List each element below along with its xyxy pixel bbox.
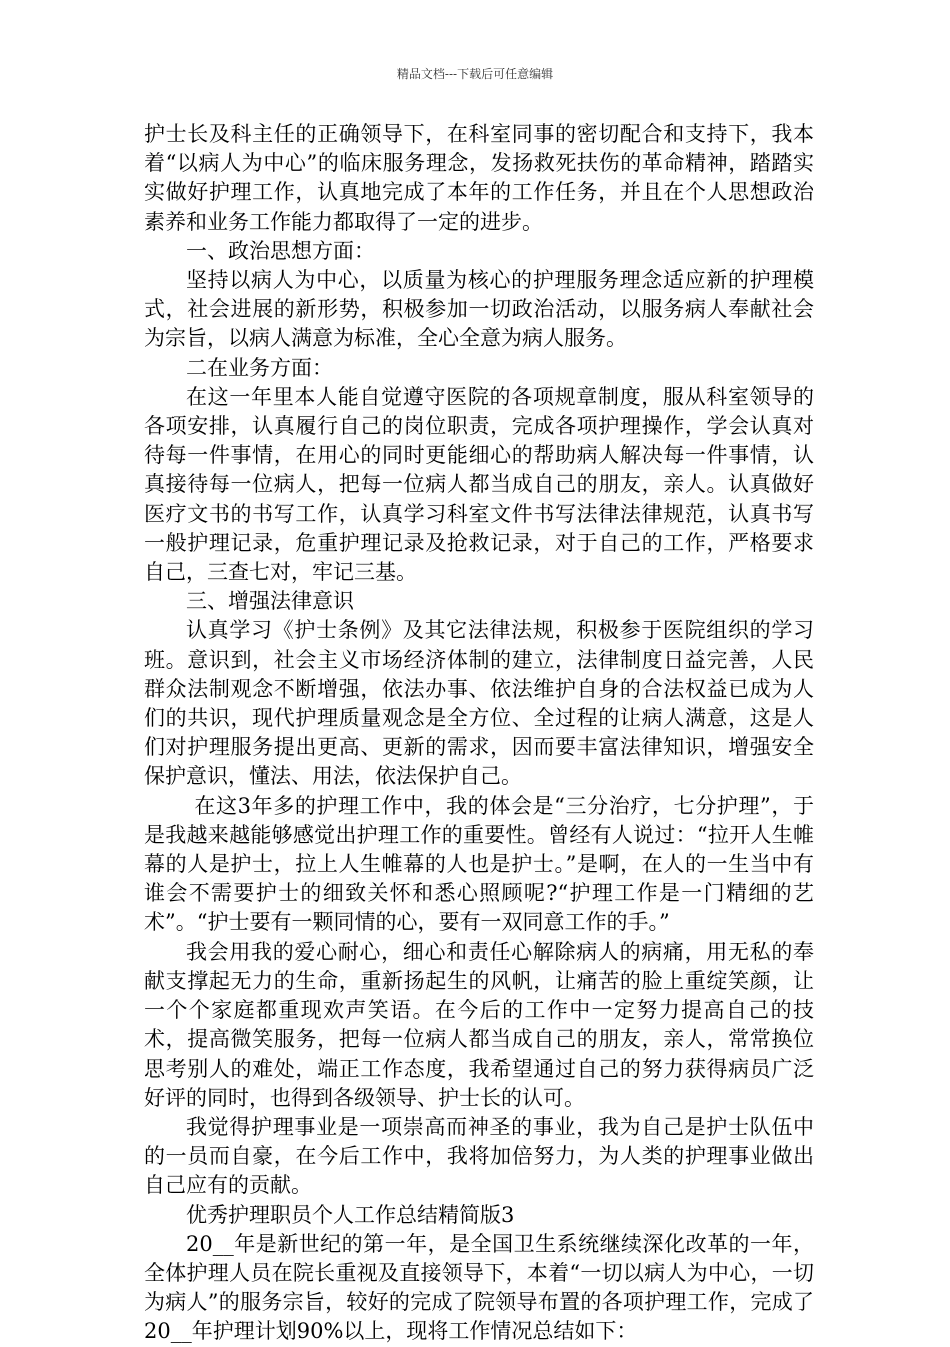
paragraph-politics: 坚持以病人为中心，以质量为核心的护理服务理念适应新的护理模式，社会进展的新形势，积极参加一切政治活动，以服务病人奉献社会为宗旨，以病人满意为标准，全心全意为病人服务。: [144, 268, 814, 351]
page-header: 精品文档---下载后可任意编辑: [396, 67, 554, 81]
paragraph-commitment: 我会用我的爱心耐心，细心和责任心解除病人的病痛，用无私的奉献支撑起无力的生命，重新扬起生的风帆，让痛苦的脸上重绽笑颜，让一个个家庭都重现欢声笑语。在今后的工作中一定努力提高自己的技术，提高微笑服务，把每一位病人都当成自己的朋友，亲人，常常换位思考别人的难处，端正工作态度，我希望通过自己的努力获得病员广泛好评的同时，也得到各级领导、护士长的认可。: [144, 939, 814, 1110]
paragraph-experience: 在这3年多的护理工作中，我的体会是“三分治疗，七分护理”，于是我越来越能够感觉出护理工作的重要性。曾经有人说过：“拉开人生帷幕的人是护士，拉上人生帷幕的人也是护士。”是啊，在人的一生当中有谁会不需要护士的细致关怀和悉心照顾呢?“护理工作是一门精细的艺术”。“护士要有一颗同情的心，要有一双同意工作的手。”: [144, 793, 814, 935]
paragraph-intro: 护士长及科主任的正确领导下，在科室同事的密切配合和支持下，我本着“以病人为中心”的临床服务理念，发扬救死扶伤的革命精神，踏踏实实做好护理工作，认真地完成了本年的工作任务，并且在个人思想政治素养和业务工作能力都取得了一定的进步。: [144, 122, 814, 234]
section-heading-law: 三、增强法律意识: [186, 589, 354, 614]
paragraph-summary-3: 20__年是新世纪的第一年，是全国卫生系统继续深化改革的一年，全体护理人员在院长重视及直接领导下，本着“一切以病人为中心，一切为病人”的服务宗旨，较好的完成了院领导布置的各项护理工作，完成了20__年护理计划90%以上，现将工作情况总结如下：: [144, 1231, 814, 1344]
section-heading-business: 二在业务方面：: [186, 355, 333, 380]
paragraph-business: 在这一年里本人能自觉遵守医院的各项规章制度，服从科室领导的各项安排，认真履行自己的岗位职责，完成各项护理操作，学会认真对待每一件事情，在用心的同时更能细心的帮助病人解决每一件事情，认真接待每一位病人，把每一位病人都当成自己的朋友，亲人。认真做好医疗文书的书写工作，认真学习科室文件书写法律法律规范，认真书写一般护理记录，危重护理记录及抢救记录，对于自己的工作，严格要求自己，三查七对，牢记三基。: [144, 384, 814, 585]
section-title-summary-3: 优秀护理职员个人工作总结精简版3: [186, 1202, 515, 1227]
document-body: [144, 120, 814, 1347]
paragraph-career: 我觉得护理事业是一项崇高而神圣的事业，我为自己是护士队伍中的一员而自豪，在今后工作中，我将加倍努力，为人类的护理事业做出自己应有的贡献。: [144, 1114, 814, 1198]
section-heading-politics: 一、政治思想方面：: [186, 238, 375, 263]
paragraph-law: 认真学习《护士条例》及其它法律法规，积极参于医院组织的学习班。意识到，社会主义市场经济体制的建立，法律制度日益完善，人民群众法制观念不断增强，依法办事、依法维护自身的合法权益已成为人们的共识，现代护理质量观念是全方位、全过程的让病人满意，这是人们对护理服务提出更高、更新的需求，因而要丰富法律知识，增强安全保护意识，懂法、用法，依法保护自己。: [144, 618, 814, 789]
